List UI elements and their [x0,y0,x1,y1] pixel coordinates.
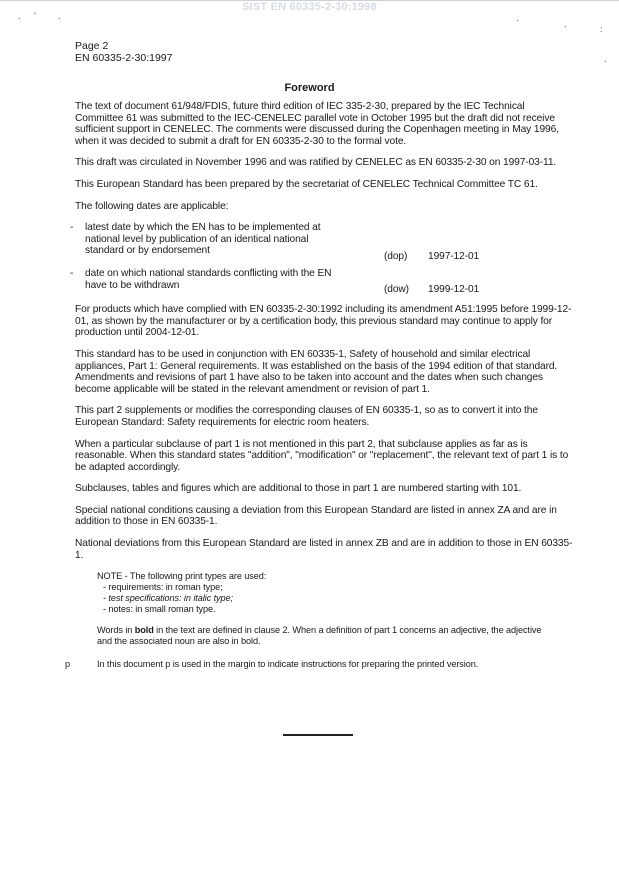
date-abbreviation: (dop) [384,251,408,263]
paragraph: This European Standard has been prepared by the secretariat of CENELEC Technical Committee TC 61. [75,178,538,190]
applicable-dates-list [70,222,575,296]
words-text-before: Words in [97,625,135,636]
watermark: SIST EN 60335-2-30:1998 [242,1,377,13]
note-item-requirements: - requirements: in roman type; [103,582,223,593]
margin-mark: p [65,659,71,670]
scan-speck: · [58,13,61,23]
list-dash: - [70,222,74,234]
list-dash: - [70,268,74,280]
scan-speck: · [18,13,21,23]
date-value: 1999-12-01 [428,284,480,296]
scan-speck: ' [34,11,36,21]
scan-speck: · [564,21,567,31]
bold-words-note [97,625,557,647]
date-value: 1997-12-01 [428,251,480,263]
scan-speck: · [516,15,519,25]
paragraph: When a particular subclause of part 1 is not mentioned in this part 2, that subclause applies as far as is reasonable. When this standard states "addition", "modification" or "replacement", the relevant text of part 1 is to be adapted accordingly. [75,438,569,473]
page-number: Page 2 [75,40,109,52]
words-bold-term: bold [134,625,154,636]
date-description: latest date by which the EN has to be implemented at national level by publication of an identical national standard or by endorsement [85,222,321,257]
paragraph: For products which have complied with EN 60335-2-30:1992 including its amendment A51:1995 before 1999-12-01, as shown by the manufacturer or by a certification body, this previous standard may continue to apply for production until 2004-12-01. [75,304,572,339]
words-text-after: in the text are defined in clause 2. When a definition of part 1 concerns an adjective, the adjective and the associated noun are also in bold. [97,625,542,647]
scan-speck: : [600,24,603,34]
document-reference: EN 60335-2-30:1997 [75,52,173,64]
date-abbreviation: (dow) [384,284,409,296]
paragraph: Special national conditions causing a deviation from this European Standard are listed in annex ZA and are in addition to those in EN 60335-1. [75,504,557,528]
paragraph: This standard has to be used in conjunction with EN 60335-1, Safety of household and similar electrical appliances, Part 1: General requirements. It was established on the basis of the 1994 edition of that standard. Amendments and revisions of part 1 have also to be taken into account and the dates when such changes become applicable will be stated in the relevant amendment or revision of part 1. [75,348,558,395]
date-item-dop [70,222,575,263]
margin-instruction-text: In this document p is used in the margin to indicate instructions for preparing the printed version. [97,659,479,670]
paragraph: This part 2 supplements or modifies the corresponding clauses of EN 60335-1, so as to convert it into the European Standard: Safety requirements for electric room heaters. [75,405,538,428]
note-item-test-specifications: - test specifications: in italic type; [103,593,233,604]
date-item-dow [70,268,575,296]
foreword-body [65,101,575,670]
note-intro: NOTE - The following print types are used: [97,571,267,582]
date-description: date on which national standards conflicting with the EN have to be withdrawn [85,268,332,291]
paragraph: Subclauses, tables and figures which are additional to those in part 1 are numbered starting with 101. [75,483,522,495]
page-title: Foreword [284,82,335,94]
page-header [75,40,173,64]
paragraph: The following dates are applicable: [75,200,229,212]
end-rule [283,734,353,736]
scan-speck: · [604,56,607,66]
note-item-notes: - notes: in small roman type. [103,604,216,615]
margin-instruction [65,659,575,670]
print-types-note [97,571,557,615]
paragraph: This draft was circulated in November 1996 and was ratified by CENELEC as EN 60335-2-30 on 1997-03-11. [75,157,557,169]
paragraph: The text of document 61/948/FDIS, future third edition of IEC 335-2-30, prepared by the IEC Technical Committee 61 was submitted to the IEC-CENELEC parallel vote in October 1995 but the draft did not receive sufficient support in CENELEC. The comments were discussed during the Copenhagen meeting in May 1996, when it was decided to submit a draft for EN 60335-2-30 to the formal vote. [75,101,559,147]
paragraph: National deviations from this European Standard are listed in annex ZB and are in addition to those in EN 60335-1. [75,538,573,561]
